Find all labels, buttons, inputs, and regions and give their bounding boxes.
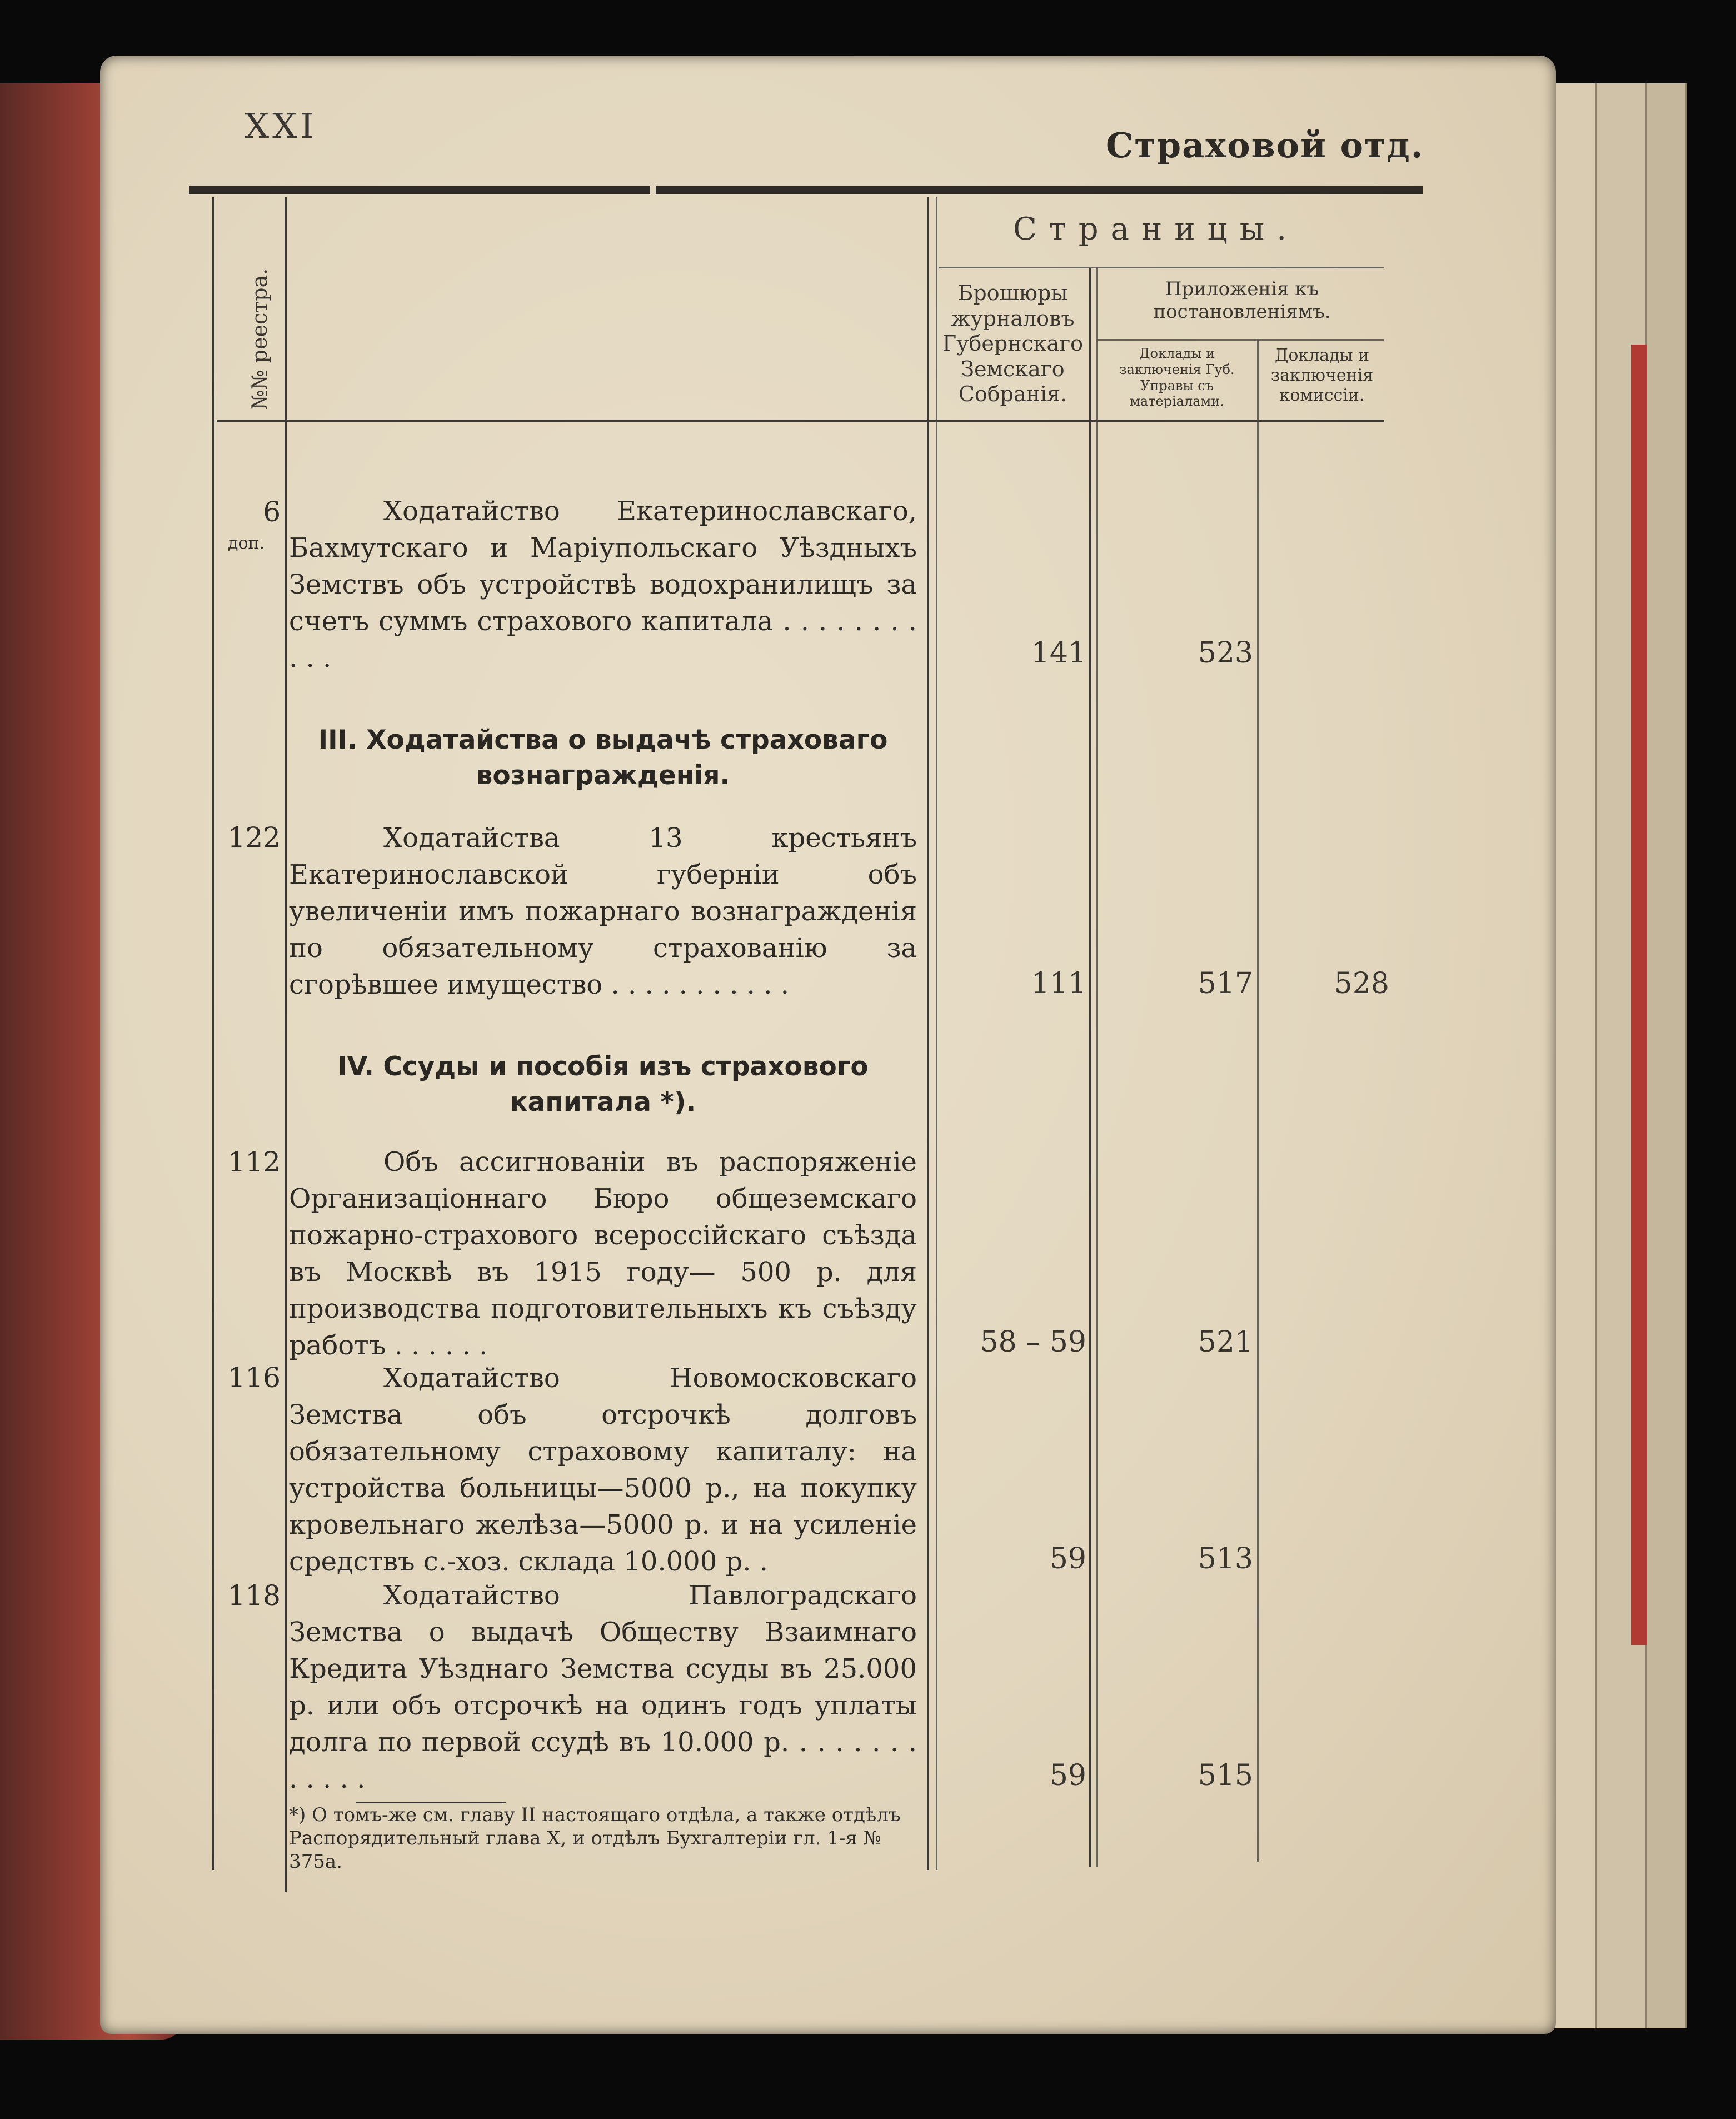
page-stack: [1645, 83, 1687, 2028]
section-title: Страховой отд.: [1106, 125, 1424, 166]
section-heading: III. Ходатайства о выдачѣ страховаго вознагражденія.: [318, 725, 888, 791]
board-page: 517: [1198, 967, 1253, 1000]
brochure-page: 59: [1049, 1542, 1086, 1575]
board-page: 523: [1198, 636, 1253, 670]
pages-title: Страницы.: [1012, 211, 1299, 247]
board-page: 521: [1198, 1325, 1253, 1359]
brochures-header: Брошюры журналовъ Губернскаго Земскаго Собранія.: [942, 281, 1083, 407]
register-number: 116: [227, 1362, 281, 1394]
register-number: 122: [227, 821, 281, 854]
entry-text: Ходатайство Новомосковскаго Земства объ отсрочкѣ долговъ обязательному страховому капиталу: на устройства больницы—5000 р., на покупку кровельнаго желѣза—5000 р. и на усиленіе средствъ с.-хоз. склада 10.000 р. .: [289, 1363, 917, 1577]
board-page: 513: [1198, 1542, 1253, 1575]
entry-text: Ходатайство Павлоградскаго Земства о выдачѣ Обществу Взаимнаго Кредита Уѣзднаго Земства ссуды въ 25.000 р. или объ отсрочкѣ на одинъ годъ уплаты долга по первой ссудѣ въ 10.000 р. . . . . . . . . . . . .: [289, 1580, 917, 1794]
column-divider: [1089, 267, 1091, 1867]
entry-text: Ходатайства 13 крестьянъ Екатеринославской губерніи объ увеличеніи имъ пожарнаго вознагражденія по обязательному страхованію за сгорѣвшее имущество . . . . . . . . . . .: [289, 822, 917, 1000]
header-rule: [189, 186, 650, 194]
header-bottom-rule: [217, 420, 1384, 422]
commission-reports-header: Доклады и заключенія комиссіи.: [1270, 346, 1374, 405]
brochure-page: 58 – 59: [980, 1325, 1086, 1359]
brochure-page: 111: [1031, 967, 1086, 1000]
header-divider: [1098, 339, 1384, 341]
board-page: 515: [1198, 1759, 1253, 1792]
register-sub: доп.: [228, 534, 265, 553]
register-number: 118: [227, 1579, 281, 1612]
header-rule: [656, 186, 1423, 194]
brochure-page: 59: [1049, 1759, 1086, 1792]
entry-text: Объ ассигнованіи въ распоряженіе Организаціоннаго Бюро общеземскаго пожарно-страхового всероссійскаго съѣзда въ Москвѣ въ 1915 году— 500 р. для производства подготовительныхъ къ съѣзду работъ . . . . . .: [289, 1146, 917, 1361]
section-heading: IV. Ссуды и пособія изъ страхового капитала *).: [337, 1051, 869, 1118]
column-divider: [927, 197, 929, 1870]
column-divider: [1096, 267, 1098, 1867]
column-divider: [936, 197, 937, 1870]
bookmark-ribbon: [1631, 345, 1647, 1645]
entry-text: Ходатайство Екатеринославскаго, Бахмутскаго и Маріупольскаго Уѣздныхъ Земствъ объ устройствѣ водохранилищъ за счетъ суммъ страхового капитала . . . . . . . . . . .: [289, 496, 917, 674]
commission-page: 528: [1334, 967, 1389, 1000]
brochure-page: 141: [1031, 636, 1086, 670]
column-divider: [1257, 339, 1259, 1862]
register-column-header: №№ реестра.: [247, 268, 272, 410]
appendices-header: Приложенія къ постановленіямъ.: [1153, 278, 1331, 323]
register-number: 6: [263, 496, 281, 528]
column-divider: [285, 197, 287, 1892]
table-border-left: [212, 197, 214, 1870]
register-number: 112: [227, 1146, 281, 1178]
header-divider: [939, 267, 1384, 268]
footnote: *) О томъ-же см. главу II настоящаго отдѣла, а также отдѣлъ Распорядительный глава X, и отдѣлъ Бухгалтеріи гл. 1-я № 375а.: [289, 1804, 901, 1873]
page-number: XXI: [245, 106, 317, 146]
board-reports-header: Доклады и заключенія Губ. Управы съ матеріалами.: [1119, 346, 1235, 410]
